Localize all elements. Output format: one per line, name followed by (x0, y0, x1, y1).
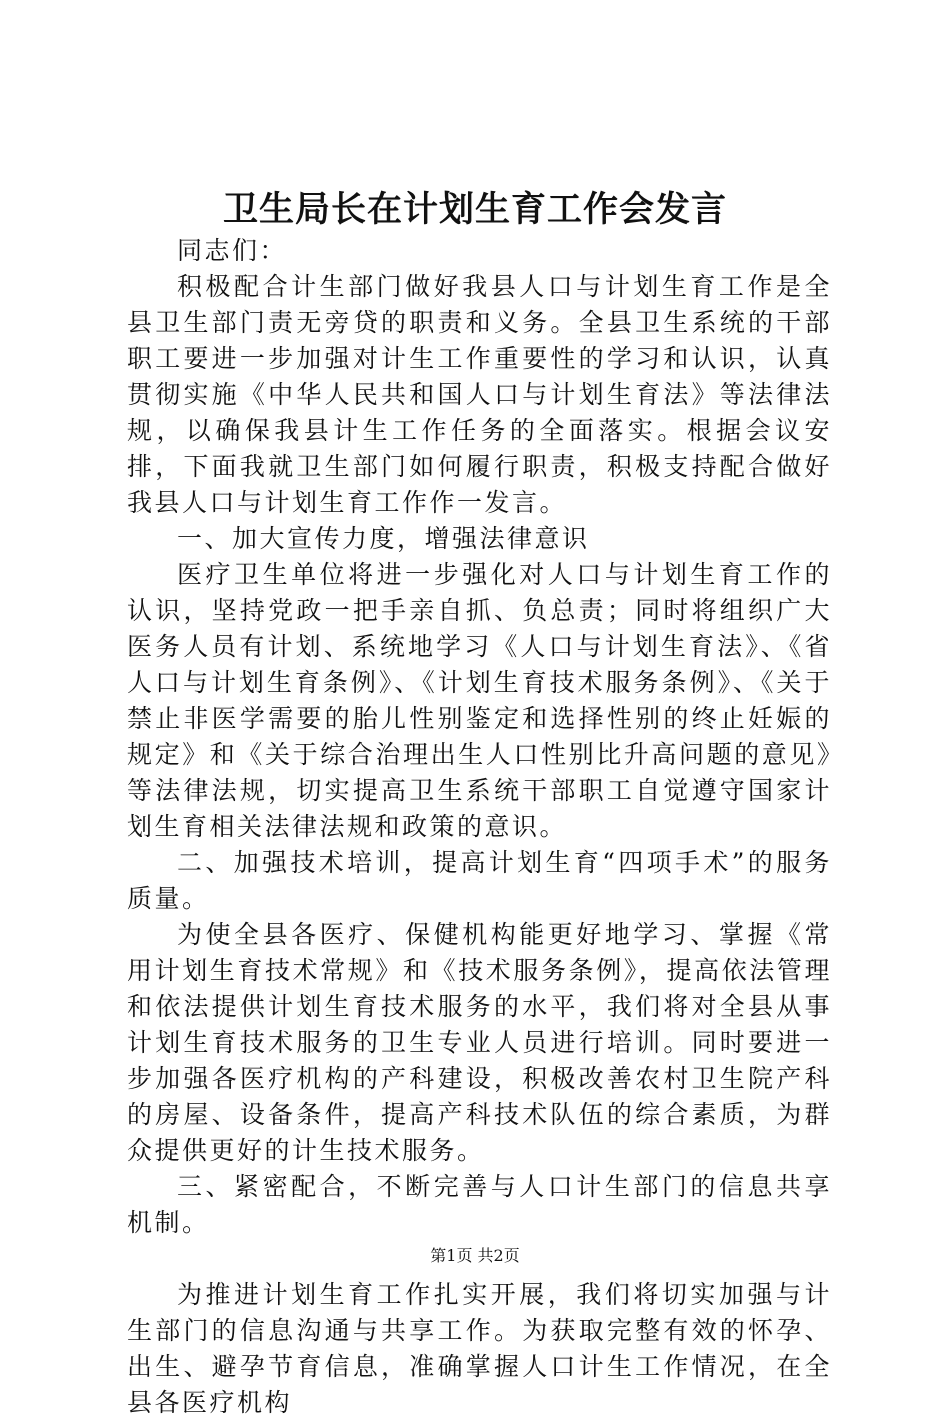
page-footer: 第1页 共2页 (430, 1246, 520, 1265)
paragraph-section-3: 为推进计划生育工作扎实开展，我们将切实加强与计生部门的信息沟通与共享工作。为获取完整有效的怀孕、出生、避孕节育信息，准确掌握人口计生工作情况，在全县各医疗机构 (127, 1280, 832, 1417)
section-heading-2: 二、加强技术培训，提高计划生育“四项手术”的服务质量。 (127, 848, 832, 913)
paragraph-section-1: 医疗卫生单位将进一步强化对人口与计划生育工作的认识，坚持党政一把手亲自抓、负总责；同时将组织广大医务人员有计划、系统地学习《人口与计划生育法》、《省人口与计划生育条例》、《计划生育技术服务条例》、《关于禁止非医学需要的胎儿性别鉴定和选择性别的终止妊娠的规定》和《关于综合治理出生人口性别比升高问题的意见》等法律法规，切实提高卫生系统干部职工自觉遵守国家计划生育相关法律法规和政策的意识。 (127, 560, 832, 841)
paragraph-section-2: 为使全县各医疗、保健机构能更好地学习、掌握《常用计划生育技术常规》和《技术服务条例》，提高依法管理和依法提供计划生育技术服务的水平，我们将对全县从事计划生育技术服务的卫生专业人员进行培训。同时要进一步加强各医疗机构的产科建设，积极改善农村卫生院产科的房屋、设备条件，提高产科技术队伍的综合素质，为群众提供更好的计生技术服务。 (127, 920, 832, 1165)
document-body (127, 233, 832, 1421)
document-title: 卫生局长在计划生育工作会发言 (222, 189, 727, 230)
paragraph-intro: 积极配合计生部门做好我县人口与计划生育工作是全县卫生部门责无旁贷的职责和义务。全县卫生系统的干部职工要进一步加强对计生工作重要性的学习和认识，认真贯彻实施《中华人民共和国人口与计划生育法》等法律法规，以确保我县计生工作任务的全面落实。根据会议安排，下面我就卫生部门如何履行职责，积极支持配合做好我县人口与计划生育工作作一发言。 (127, 272, 832, 517)
section-heading-1: 一、加大宣传力度，增强法律意识 (177, 524, 590, 553)
section-heading-3: 三、紧密配合，不断完善与人口计生部门的信息共享机制。 (127, 1172, 832, 1237)
salutation: 同志们： (177, 236, 288, 265)
